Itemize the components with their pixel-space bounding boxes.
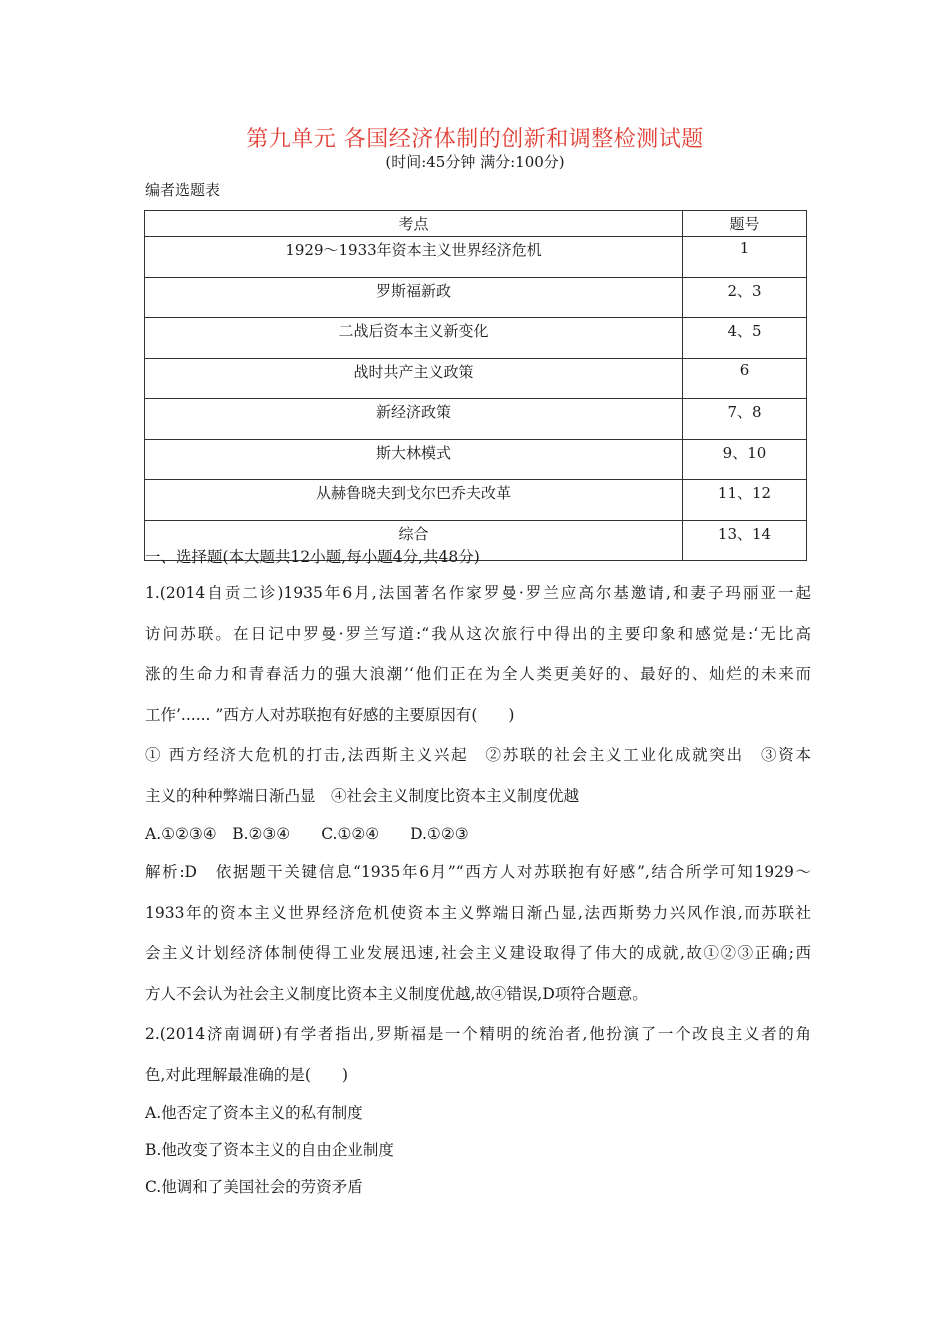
- number-cell: 6: [683, 358, 807, 399]
- topic-cell: 罗斯福新政: [145, 277, 683, 318]
- number-cell: 11、12: [683, 480, 807, 521]
- number-cell: 1: [683, 237, 807, 278]
- number-cell: 9、10: [683, 439, 807, 480]
- table-caption: 编者选题表: [145, 181, 221, 199]
- question-1: [145, 573, 811, 1206]
- question-1-line: 涨的生命力和青春活力的强大浪潮’‘他们正在为全人类更美好的、最好的、灿烂的未来而: [145, 665, 811, 683]
- question-1-line: 主义的种种弊端日渐凸显 ④社会主义制度比资本主义制度优越: [145, 786, 580, 805]
- question-2-option: B.他改变了资本主义的自由企业制度: [145, 1141, 394, 1159]
- header-question-number: 题号: [683, 211, 807, 237]
- topic-cell: 二战后资本主义新变化: [145, 318, 683, 359]
- question-1-options: A.①②③④ B.②③④ C.①②④ D.①②③: [145, 825, 469, 843]
- table-row: [145, 358, 807, 399]
- question-1-line: 访问苏联。在日记中罗曼·罗兰写道:“我从这次旅行中得出的主要印象和感觉是:‘无比高: [145, 624, 811, 643]
- question-2-option: C.他调和了美国社会的劳资矛盾: [145, 1178, 363, 1196]
- topic-cell: 新经济政策: [145, 399, 683, 440]
- section-heading: 一、选择题(本大题共12小题,每小题4分,共48分): [145, 548, 480, 566]
- topic-cell: 战时共产主义政策: [145, 358, 683, 399]
- analysis-line: 会主义计划经济体制使得工业发展迅速,社会主义建设取得了伟大的成就,故①②③正确;西: [145, 944, 811, 962]
- question-1-line: 1.(2014自贡二诊)1935年6月,法国著名作家罗曼·罗兰应高尔基邀请,和妻子玛丽亚一起: [145, 584, 811, 602]
- number-cell: 4、5: [683, 318, 807, 359]
- question-2-option: A.他否定了资本主义的私有制度: [145, 1104, 363, 1122]
- exam-info: (时间:45分钟 满分:100分): [385, 153, 565, 171]
- number-cell: 2、3: [683, 277, 807, 318]
- topic-cell: 斯大林模式: [145, 439, 683, 480]
- table-row: [145, 277, 807, 318]
- table-header-row: [145, 211, 807, 237]
- question-2-line: 色,对此理解最准确的是( ): [145, 1065, 349, 1084]
- table-row: [145, 318, 807, 359]
- table-row: [145, 480, 807, 521]
- table-row: [145, 237, 807, 278]
- topic-table: [144, 210, 807, 561]
- number-cell: 7、8: [683, 399, 807, 440]
- analysis-line: 方人不会认为社会主义制度比资本主义制度优越,故④错误,D项符合题意。: [145, 984, 648, 1003]
- analysis-line: 1933年的资本主义世界经济危机使资本主义弊端日渐凸显,法西斯势力兴风作浪,而苏联社: [145, 903, 811, 922]
- header-topic: 考点: [145, 211, 683, 237]
- number-cell: 13、14: [683, 520, 807, 561]
- table-row: [145, 439, 807, 480]
- page-title: 第九单元 各国经济体制的创新和调整检测试题: [246, 127, 704, 152]
- topic-cell: 综合: [145, 520, 683, 561]
- question-2-line: 2.(2014济南调研)有学者指出,罗斯福是一个精明的统治者,他扮演了一个改良主义者的角: [145, 1025, 811, 1043]
- topic-cell: 从赫鲁晓夫到戈尔巴乔夫改革: [145, 480, 683, 521]
- question-1-line: ① 西方经济大危机的打击,法西斯主义兴起 ②苏联的社会主义工业化成就突出 ③资本: [145, 746, 811, 764]
- table-row: [145, 399, 807, 440]
- topic-cell: 1929～1933年资本主义世界经济危机: [145, 237, 683, 278]
- question-1-line: 工作’...... ”西方人对苏联抱有好感的主要原因有( ): [145, 705, 515, 724]
- analysis-line: 解析:D 依据题干关键信息“1935年6月”“西方人对苏联抱有好感”,结合所学可知1929～: [145, 863, 811, 881]
